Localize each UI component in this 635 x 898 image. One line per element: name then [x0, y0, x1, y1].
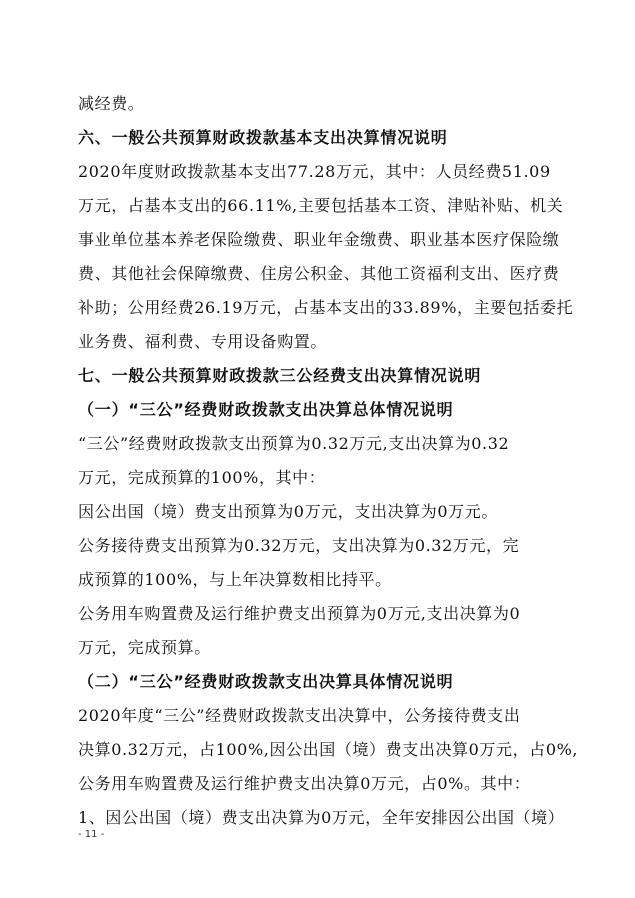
body-text-line: 公务用车购置费及运行维护费支出预算为0万元,支出决算为0: [78, 604, 521, 623]
body-text-line: 事业单位基本养老保险缴费、职业年金缴费、职业基本医疗保险缴: [78, 230, 560, 249]
body-text-line: 业务费、福利费、专用设备购置。: [78, 332, 328, 351]
subsection-heading-1: （一）“三公”经费财政拨款支出决算总体情况说明: [78, 400, 454, 419]
body-text-line: 决算0.32万元，占100%,因公出国（境）费支出决算0万元，占0%,: [78, 740, 579, 759]
body-text-line: 万元，完成预算。: [78, 638, 211, 657]
body-text-line: 2020年度“三公”经费财政拨款支出决算中，公务接待费支出: [78, 706, 521, 725]
body-text-line: “三公”经费财政拨款支出预算为0.32万元,支出决算为0.32: [78, 434, 510, 453]
body-text-line: 成预算的100%，与上年决算数相比持平。: [78, 570, 392, 589]
body-text-line: 公务用车购置费及运行维护费支出决算0万元，占0%。其中：: [78, 774, 531, 793]
body-text-line: 2020年度财政拨款基本支出77.28万元，其中：人员经费51.09: [78, 162, 551, 181]
body-text-line: 补助；公用经费26.19万元，占基本支出的33.89%，主要包括委托: [78, 298, 574, 317]
body-text-line: 因公出国（境）费支出预算为0万元，支出决算为0万元。: [78, 502, 498, 521]
body-text-line: 1、因公出国（境）费支出决算为0万元，全年安排因公出国（境）: [78, 808, 565, 827]
section-heading-7: 七、一般公共预算财政拨款三公经费支出决算情况说明: [78, 366, 482, 385]
subsection-heading-2: （二）“三公”经费财政拨款支出决算具体情况说明: [78, 672, 454, 691]
body-text-line: 公务接待费支出预算为0.32万元，支出决算为0.32万元，完: [78, 536, 520, 555]
page-number: - 11 -: [78, 829, 105, 840]
body-text-line: 万元，完成预算的100%，其中：: [78, 468, 326, 487]
body-text-line: 万元，占基本支出的66.11%,主要包括基本工资、津贴补贴、机关: [78, 196, 564, 215]
body-text-line: 费、其他社会保障缴费、住房公积金、其他工资福利支出、医疗费: [78, 264, 560, 283]
section-heading-6: 六、一般公共预算财政拨款基本支出决算情况说明: [78, 128, 448, 147]
body-text-line: 减经费。: [78, 94, 145, 113]
